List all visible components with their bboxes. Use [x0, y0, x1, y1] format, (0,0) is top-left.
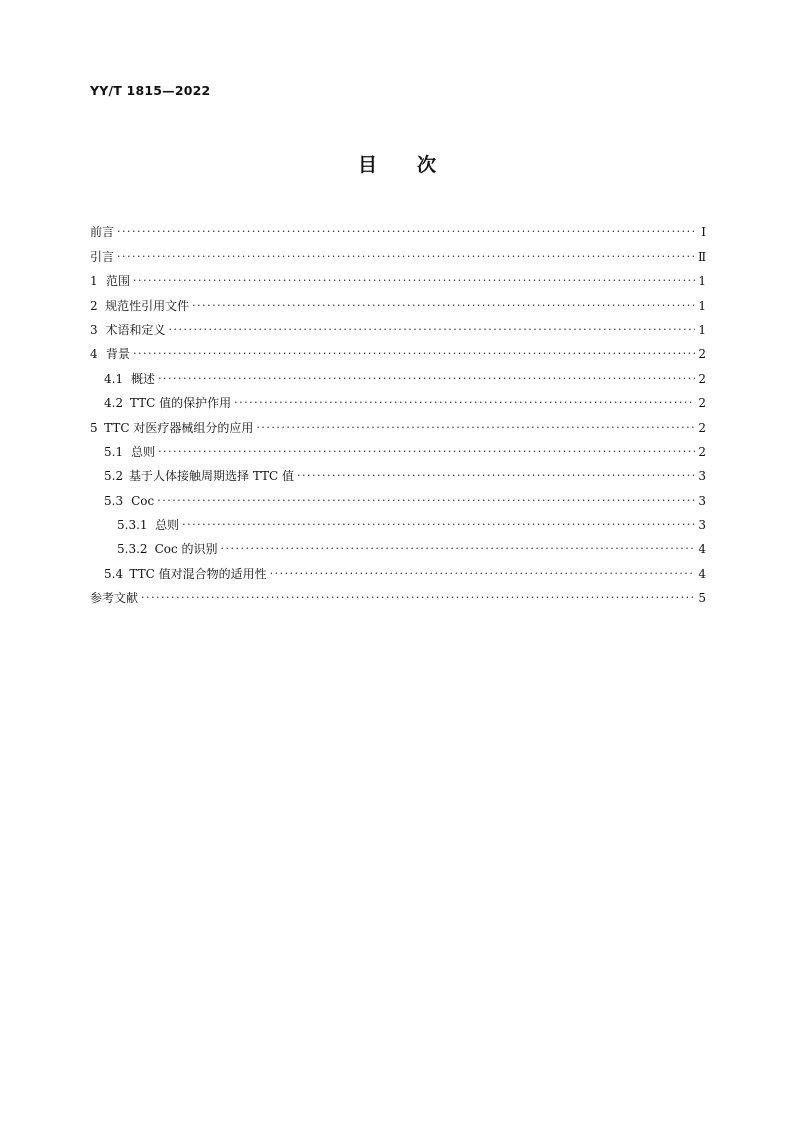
toc-entry-label: 总则 [131, 444, 156, 459]
toc-entry-label: TTC 值对混合物的适用性 [129, 566, 267, 581]
toc-entry-page: 2 [698, 420, 706, 435]
toc-entry-page: 3 [698, 518, 706, 533]
toc-entry-label: 背景 [105, 347, 130, 362]
toc-entry-number: 5.1 [104, 444, 124, 459]
toc-leader-dots [182, 517, 695, 533]
toc-leader-dots [158, 444, 695, 460]
toc-entry-5-2[interactable] [90, 460, 706, 484]
toc-leader-dots [117, 224, 695, 240]
toc-entry-page: Ⅰ [701, 225, 706, 240]
toc-entry-number: 5.3.1 [117, 518, 148, 533]
toc-entry-5-1[interactable] [90, 436, 706, 460]
toc-leader-dots [297, 468, 695, 484]
toc-entry-number: 4.2 [104, 396, 124, 411]
toc-leader-dots [141, 590, 695, 606]
toc-entry-3[interactable] [90, 314, 706, 338]
toc-entry-number: 1 [90, 274, 98, 289]
toc-entry-page: 2 [698, 396, 706, 411]
toc-entry-5-3-2[interactable] [90, 533, 706, 557]
table-of-contents [90, 216, 706, 606]
toc-entry-label: Coc 的识别 [154, 542, 218, 557]
toc-leader-dots [133, 346, 695, 362]
toc-entry-5-3-1[interactable] [90, 509, 706, 533]
toc-entry-label: TTC 值的保护作用 [129, 396, 232, 411]
toc-leader-dots [221, 541, 695, 557]
toc-leader-dots [158, 371, 695, 387]
toc-entry-label: 前言 [90, 225, 115, 240]
toc-entry-number: 5.4 [104, 566, 124, 581]
toc-entry-page: 4 [698, 566, 706, 581]
toc-entry-page: 1 [698, 274, 706, 289]
toc-entry-page: 2 [698, 444, 706, 459]
toc-leader-dots [133, 273, 695, 289]
toc-entry-page: Ⅱ [698, 249, 707, 264]
toc-entry-5[interactable] [90, 411, 706, 435]
toc-entry-1[interactable] [90, 265, 706, 289]
toc-entry-page: 4 [698, 542, 706, 557]
toc-leader-dots [168, 322, 695, 338]
toc-entry-foreword[interactable] [90, 216, 706, 240]
toc-entry-page: 1 [698, 322, 706, 337]
toc-leader-dots [234, 395, 695, 411]
toc-leader-dots [270, 566, 695, 582]
toc-entry-label: 术语和定义 [105, 322, 166, 337]
toc-leader-dots [192, 298, 695, 314]
toc-entry-page: 2 [698, 347, 706, 362]
toc-leader-dots [157, 493, 695, 509]
toc-entry-number: 2 [90, 298, 98, 313]
toc-entry-page: 1 [698, 298, 706, 313]
toc-entry-page: 3 [698, 493, 706, 508]
toc-entry-label: 概述 [131, 371, 156, 386]
toc-entry-label: 参考文献 [90, 591, 139, 606]
toc-entry-number: 3 [90, 322, 98, 337]
toc-entry-2[interactable] [90, 289, 706, 313]
standard-code-header: YY/T 1815—2022 [90, 83, 211, 98]
page-title: 目次 [357, 154, 476, 176]
toc-entry-number: 5.3.2 [117, 542, 148, 557]
toc-entry-number: 4.1 [104, 371, 124, 386]
toc-entry-number: 4 [90, 347, 98, 362]
toc-entry-page: 2 [698, 371, 706, 386]
toc-entry-page: 5 [698, 591, 706, 606]
toc-entry-number: 5 [90, 420, 98, 435]
toc-leader-dots [256, 420, 695, 436]
toc-entry-5-3[interactable] [90, 484, 706, 508]
toc-entry-bibliography[interactable] [90, 582, 706, 606]
toc-entry-label: 规范性引用文件 [105, 298, 190, 313]
toc-entry-label: 引言 [90, 249, 115, 264]
toc-entry-label: 范围 [105, 274, 130, 289]
toc-entry-label: 基于人体接触周期选择 TTC 值 [129, 469, 295, 484]
toc-entry-label: Coc [131, 493, 155, 508]
toc-entry-5-4[interactable] [90, 557, 706, 581]
toc-entry-introduction[interactable] [90, 240, 706, 264]
toc-leader-dots [117, 249, 695, 265]
toc-entry-4-1[interactable] [90, 362, 706, 386]
toc-entry-4[interactable] [90, 338, 706, 362]
toc-entry-number: 5.2 [104, 469, 124, 484]
toc-entry-number: 5.3 [104, 493, 124, 508]
toc-entry-4-2[interactable] [90, 387, 706, 411]
toc-entry-label: 总则 [155, 518, 180, 533]
toc-entry-page: 3 [698, 469, 706, 484]
toc-entry-label: TTC 对医疗器械组分的应用 [104, 420, 254, 435]
